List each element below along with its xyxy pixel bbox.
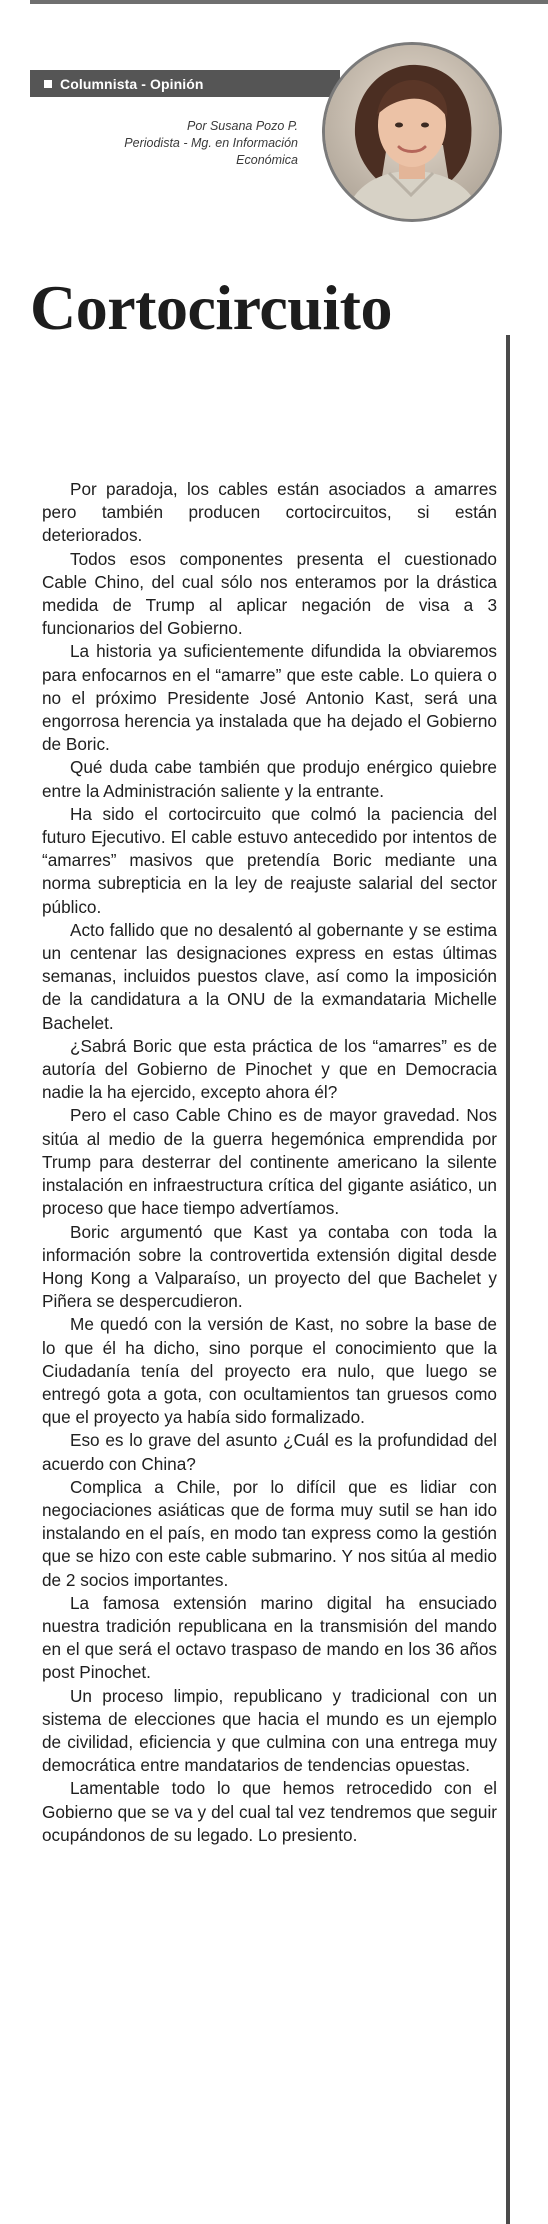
- author-photo: [322, 42, 502, 222]
- article-paragraph: ¿Sabrá Boric que esta práctica de los “amarres” es de autoría del Gobierno de Pinochet y que en Democracia nadie la ha ejercido, excepto ahora él?: [42, 1035, 497, 1103]
- byline-role: Periodista - Mg. en Información: [124, 136, 298, 150]
- byline-author: Por Susana Pozo P.: [187, 119, 298, 133]
- article-paragraph: Qué duda cabe también que produjo enérgico quiebre entre la Administración saliente y la entrante.: [42, 757, 497, 801]
- author-portrait-icon: [325, 45, 499, 219]
- article-paragraph: Ha sido el cortocircuito que colmó la paciencia del futuro Ejecutivo. El cable estuvo antecedido por intentos de “amarres” masivos que pretendía Boric mediante una norma subrepticia en la ley de reajuste salarial del sector público.: [42, 803, 497, 917]
- article-paragraph: Todos esos componentes presenta el cuestionado Cable Chino, del cual sólo nos enteramos por la drástica medida de Trump al aplicar negación de visa a 3 funcionarios del Gobierno.: [42, 548, 497, 639]
- article-paragraph: Por paradoja, los cables están asociados a amarres pero también producen cortocircuitos, si están deteriorados.: [42, 479, 497, 546]
- byline-role-cont: Económica: [236, 153, 298, 167]
- article-paragraph: La famosa extensión marino digital ha ensuciado nuestra tradición republicana en la transmisión del mando en el que será el octavo traspaso de mando en los 36 años post Pinochet.: [42, 1592, 497, 1683]
- section-tag: [30, 70, 340, 97]
- article-paragraph: Un proceso limpio, republicano y tradicional con un sistema de elecciones que hacia el mundo es un ejemplo de civilidad, eficiencia y que culmina con una entrega muy democrática entre mandatarios de tendencias opuestas.: [42, 1685, 497, 1776]
- article-body: [42, 478, 497, 1847]
- section-label: Columnista - Opinión: [60, 75, 204, 92]
- article-paragraph: Lamentable todo lo que hemos retrocedido con el Gobierno que se va y del cual tal vez tendremos que seguir ocupándonos de su legado. Lo presiento.: [42, 1778, 497, 1845]
- article-paragraph: Pero el caso Cable Chino es de mayor gravedad. Nos sitúa al medio de la guerra hegemónica emprendida por Trump para desterrar del continente americano la silente instalación en infraestructura crítica del gigante asiático, un proceso que hace tiempo advertíamos.: [42, 1105, 497, 1219]
- article-paragraph: Boric argumentó que Kast ya contaba con toda la información sobre la controvertida extensión digital desde Hong Kong a Valparaíso, un proyecto del que Bachelet y Piñera se despercudieron.: [42, 1221, 497, 1312]
- bullet-square-icon: [44, 80, 52, 88]
- article-paragraph: Complica a Chile, por lo difícil que es lidiar con negociaciones asiáticas que de forma muy sutil se han ido instalando en el país, en modo tan express como la gestión que se hizo con este cable submarino. Y nos sitúa al medio de 2 socios importantes.: [42, 1476, 497, 1590]
- article-paragraph: Acto fallido que no desalentó al gobernante y se estima un centenar las designaciones express en estas últimas semanas, incluidos puestos clave, así como la imposición de la candidatura a la ONU de la exmandataria Michelle Bachelet.: [42, 919, 497, 1033]
- article-paragraph: Eso es lo grave del asunto ¿Cuál es la profundidad del acuerdo con China?: [42, 1430, 497, 1474]
- article-title: Cortocircuito: [30, 272, 392, 343]
- article-paragraph: La historia ya suficientemente difundida la obviaremos para enfocarnos en el “amarre” que este cable. Lo quiera o no el próximo Presidente José Antonio Kast, será una engorrosa herencia ya instalada que ha dejado el Gobierno de Boric.: [42, 641, 497, 755]
- column-rule: [506, 335, 510, 2224]
- top-rule: [30, 0, 548, 4]
- article-paragraph: Me quedó con la versión de Kast, no sobre la base de lo que él ha dicho, sino porque el conocimiento que la Ciudadanía tenía del proyecto era nulo, que luego se entregó gota a gota, con ocultamientos tan gruesos como que el proyecto ya había sido formalizado.: [42, 1314, 497, 1428]
- byline: [40, 118, 298, 169]
